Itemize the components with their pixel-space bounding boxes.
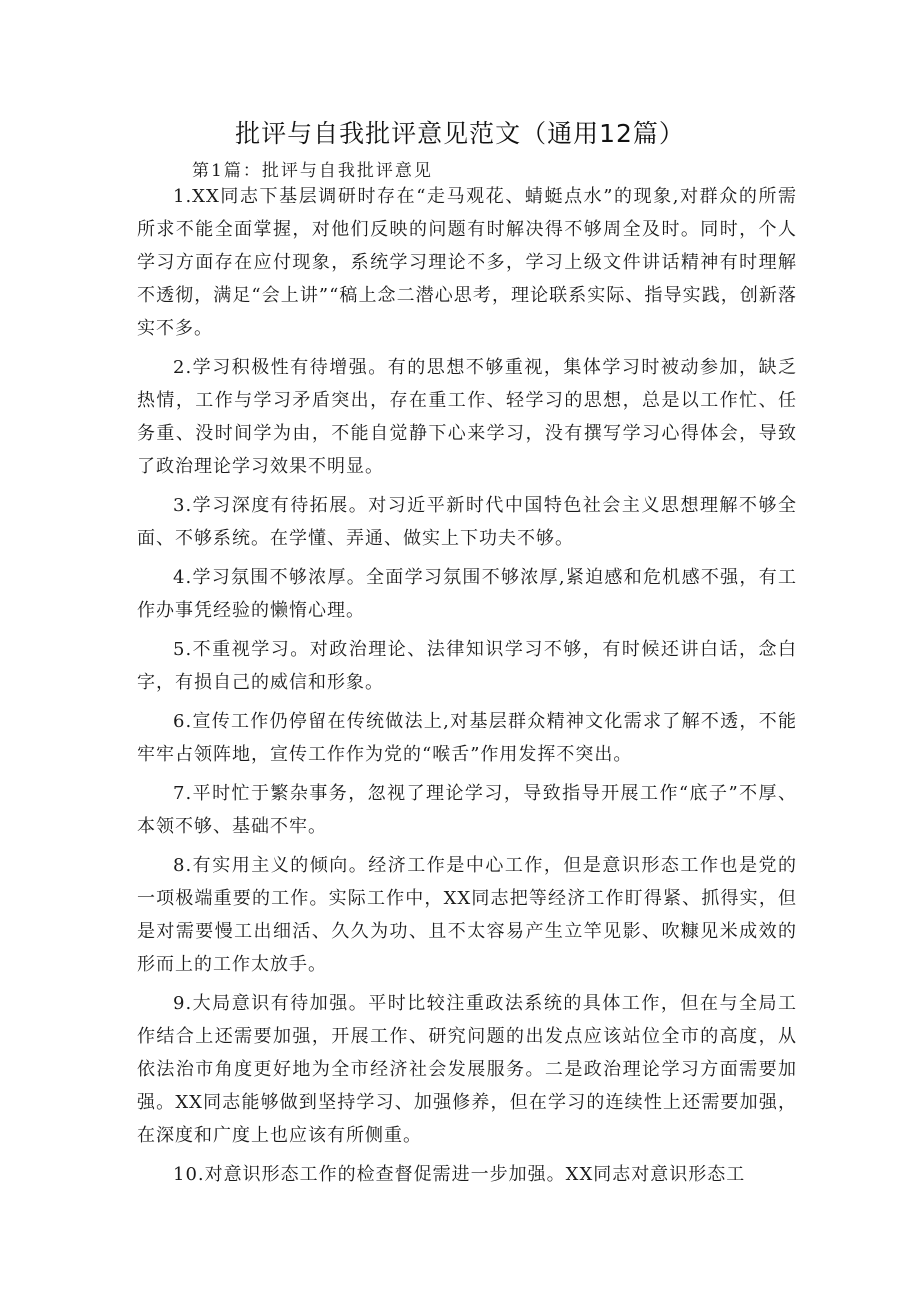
document-body <box>137 180 797 1197</box>
paragraph-9: 9.大局意识有待加强。平时比较注重政法系统的具体工作，但在与全局工作结合上还需要加强，开展工作、研究问题的出发点应该站位全市的高度，从依法治市角度更好地为全市经济社会发展服务。二是政治理论学习方面需要加强。XX同志能够做到坚持学习、加强修养，但在学习的连续性上还需要加强，在深度和广度上也应该有所侧重。 <box>137 993 797 1146</box>
paragraph-7: 7.平时忙于繁杂事务，忽视了理论学习，导致指导开展工作“底子”不厚、本领不够、基础不牢。 <box>137 783 797 837</box>
paragraph-6: 6.宣传工作仍停留在传统做法上,对基层群众精神文化需求了解不透，不能牢牢占领阵地，宣传工作作为党的“喉舌”作用发挥不突出。 <box>137 711 797 765</box>
document-title: 批评与自我批评意见范文（通用12篇） <box>235 119 685 148</box>
paragraph-4: 4.学习氛围不够浓厚。全面学习氛围不够浓厚,紧迫感和危机感不强，有工作办事凭经验的懒惰心理。 <box>137 567 797 621</box>
paragraph-8: 8.有实用主义的倾向。经济工作是中心工作，但是意识形态工作也是党的一项极端重要的工作。实际工作中，XX同志把等经济工作盯得紧、抓得实，但是对需要慢工出细活、久久为功、且不太容易产生立竿见影、吹糠见米成效的形而上的工作太放手。 <box>137 855 797 975</box>
section-heading: 第1篇：批评与自我批评意见 <box>192 161 433 181</box>
paragraph-10: 10.对意识形态工作的检查督促需进一步加强。XX同志对意识形态工 <box>173 1164 746 1185</box>
paragraph-5: 5.不重视学习。对政治理论、法律知识学习不够，有时候还讲白话，念白字，有损自己的威信和形象。 <box>137 639 797 693</box>
paragraph-3: 3.学习深度有待拓展。对习近平新时代中国特色社会主义思想理解不够全面、不够系统。在学懂、弄通、做实上下功夫不够。 <box>137 495 797 549</box>
paragraph-1: 1.XX同志下基层调研时存在“走马观花、蜻蜓点水”的现象,对群众的所需所求不能全面掌握，对他们反映的问题有时解决得不够周全及时。同时，个人学习方面存在应付现象，系统学习理论不多，学习上级文件讲话精神有时理解不透彻，满足“会上讲”“稿上念二潜心思考，理论联系实际、指导实践，创新落实不多。 <box>137 186 797 339</box>
paragraph-2: 2.学习积极性有待增强。有的思想不够重视，集体学习时被动参加，缺乏热情，工作与学习矛盾突出，存在重工作、轻学习的思想，总是以工作忙、任务重、没时间学为由，不能自觉静下心来学习，没有撰写学习心得体会，导致了政治理论学习效果不明显。 <box>137 357 797 477</box>
